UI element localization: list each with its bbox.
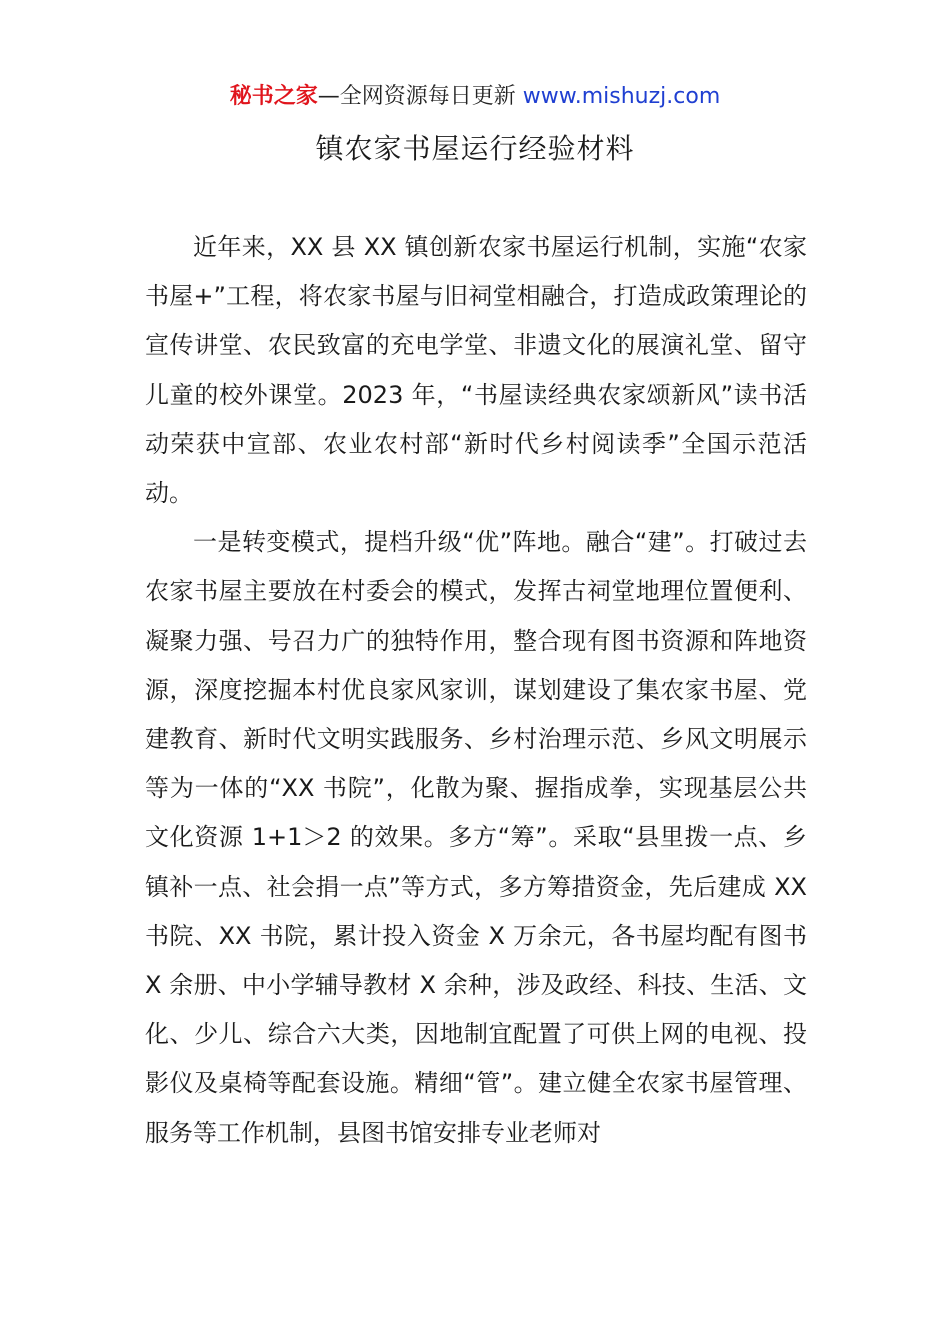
paragraph-mode-change: 一是转变模式，提档升级“优”阵地。融合“建”。打破过去农家书屋主要放在村委会的模式，发挥古祠堂地理位置便利、凝聚力强、号召力广的独特作用，整合现有图书资源和阵地资源，深度挖掘本村优良家风家训，谋划建设了集农家书屋、党建教育、新时代文明实践服务、乡村治理示范、乡风文明展示等为一体的“XX 书院”，化散为聚、握指成拳，实现基层公共文化资源 1+1＞2 的效果。多方“筹”。采取“县里拨一点、乡镇补一点、社会捐一点”等方式，多方筹措资金，先后建成 XX 书院、XX 书院，累计投入资金 X 万余元，各书屋均配有图书 X 余册、中小学辅导教材 X 余种，涉及政经、科技、生活、文化、少儿、综合六大类，因地制宜配置了可供上网的电视、投影仪及桌椅等配套设施。精细“管”。建立健全农家书屋管理、服务等工作机制，县图书馆安排专业老师对	[145, 528, 807, 1147]
site-url[interactable]: www.mishuzj.com	[522, 84, 721, 109]
document-title: 镇农家书屋运行经验材料	[315, 132, 635, 165]
brand-name: 秘书之家	[229, 84, 318, 109]
paragraph-intro: 近年来，XX 县 XX 镇创新农家书屋运行机制，实施“农家书屋+”工程，将农家书屋与旧祠堂相融合，打造成政策理论的宣传讲堂、农民致富的充电学堂、非遗文化的展演礼堂、留守儿童的校外课堂。2023 年，“书屋读经典农家颂新风”读书活动荣获中宣部、农业农村部“新时代乡村阅读季”全国示范活动。	[145, 233, 807, 508]
document-body	[145, 223, 807, 1158]
site-header	[0, 82, 950, 112]
header-slogan: —全网资源每日更新	[317, 84, 523, 109]
